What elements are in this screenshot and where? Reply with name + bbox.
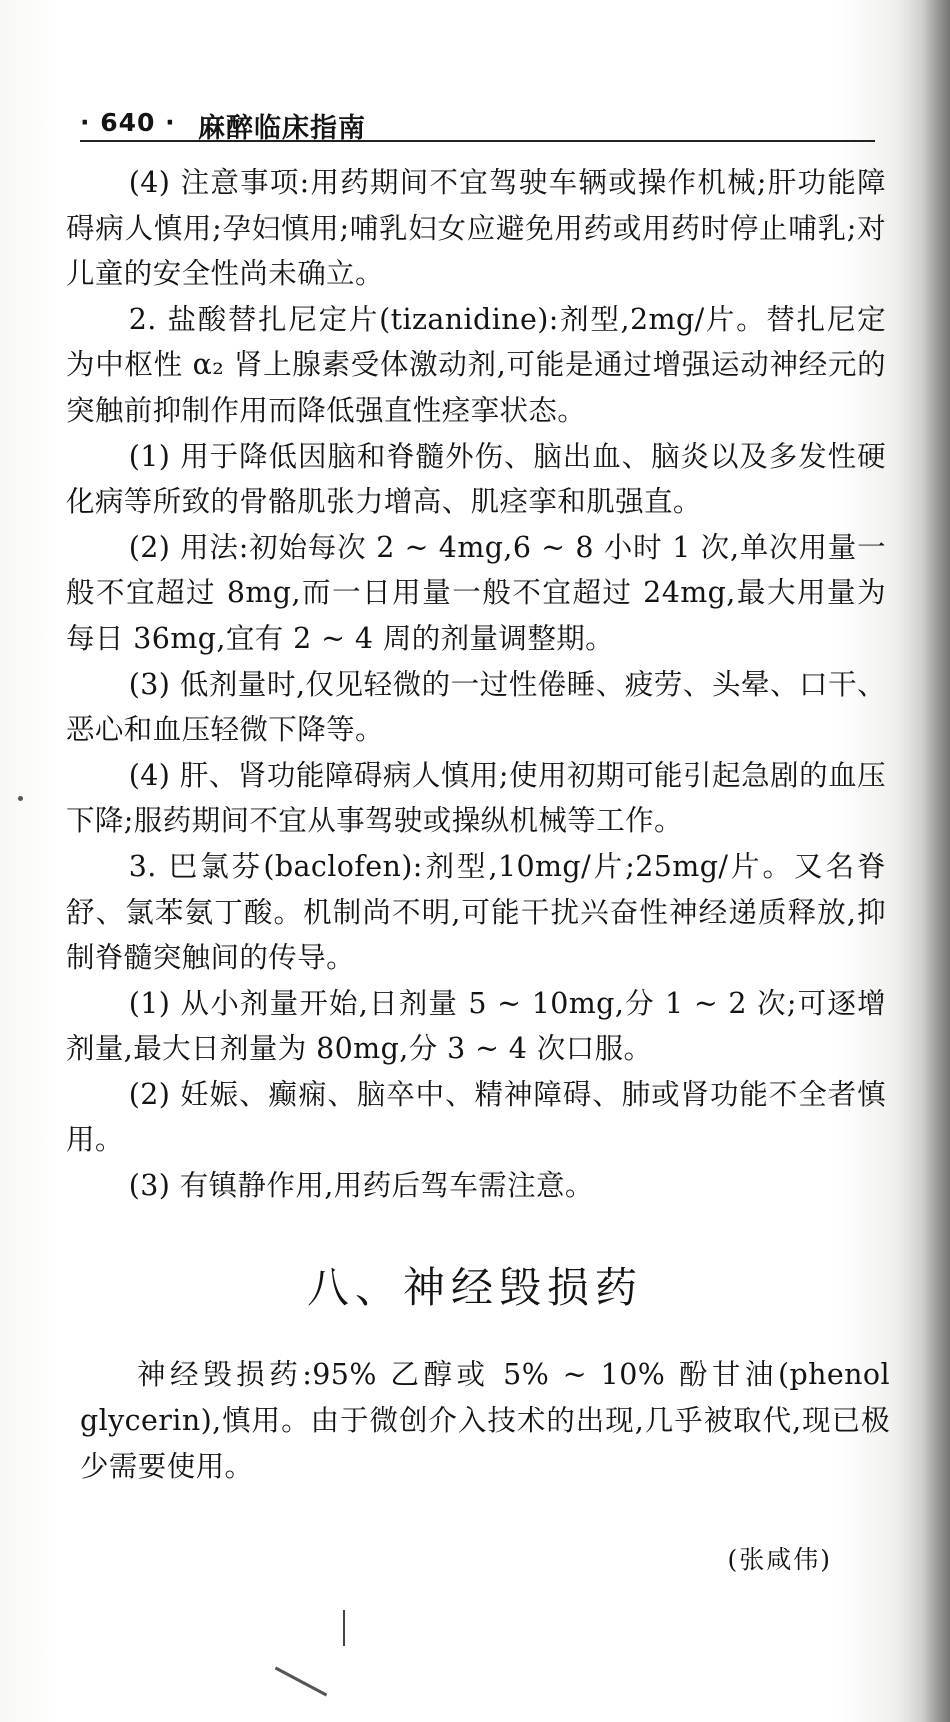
section-body	[80, 1352, 890, 1490]
paragraph: (1) 从小剂量开始,日剂量 5 ~ 10mg,分 1 ~ 2 次;可逐增剂量,最大日剂量为 80mg,分 3 ~ 4 次口服。	[66, 986, 886, 1066]
paragraph: (2) 妊娠、癫痫、脑卒中、精神障碍、肺或肾功能不全者慎用。	[66, 1077, 886, 1157]
scan-mark	[343, 1610, 345, 1646]
paragraph: (4) 肝、肾功能障碍病人慎用;使用初期可能引起急剧的血压下降;服药期间不宜从事驾驶或操纵机械等工作。	[66, 758, 886, 838]
book-title: 麻醉临床指南	[198, 113, 366, 144]
spine-shadow	[908, 0, 950, 1722]
paragraph: (2) 用法:初始每次 2 ~ 4mg,6 ~ 8 小时 1 次,单次用量一般不宜超过 8mg,而一日用量一般不宜超过 24mg,最大用量为每日 36mg,宜有 2 ~ 4 周的剂量调整期。	[66, 530, 886, 655]
body-text	[66, 160, 886, 1209]
paragraph: (3) 低剂量时,仅见轻微的一过性倦睡、疲劳、头晕、口干、恶心和血压轻微下降等。	[66, 667, 886, 747]
section-heading: 八、神经毁损药	[306, 1263, 643, 1312]
running-header	[80, 104, 875, 142]
section-paragraph: 神经毁损药:95% 乙醇或 5% ~ 10% 酚甘油(phenol glycerin),慎用。由于微创介入技术的出现,几乎被取代,现已极少需要使用。	[80, 1358, 890, 1483]
scan-mark	[275, 1667, 328, 1697]
scan-speck	[18, 796, 23, 801]
paragraph: (3) 有镇静作用,用药后驾车需注意。	[128, 1169, 594, 1203]
author-credit: (张咸伟)	[727, 1545, 832, 1574]
paragraph: 2. 盐酸替扎尼定片(tizanidine):剂型,2mg/片。替扎尼定为中枢性 α₂ 肾上腺素受体激动剂,可能是通过增强运动神经元的突触前抑制作用而降低强直性痉挛状态。	[66, 302, 886, 427]
paragraph: (1) 用于降低因脑和脊髓外伤、脑出血、脑炎以及多发性硬化病等所致的骨骼肌张力增高、肌痉挛和肌强直。	[66, 439, 886, 519]
paragraph: 3. 巴氯芬(baclofen):剂型,10mg/片;25mg/片。又名脊舒、氯苯氨丁酸。机制尚不明,可能干扰兴奋性神经递质释放,抑制脊髓突触间的传导。	[66, 849, 886, 975]
page-number: · 640 ·	[80, 108, 176, 137]
paragraph: (4) 注意事项:用药期间不宜驾驶车辆或操作机械;肝功能障碍病人慎用;孕妇慎用;哺乳妇女应避免用药或用药时停止哺乳;对儿童的安全性尚未确立。	[66, 166, 886, 291]
